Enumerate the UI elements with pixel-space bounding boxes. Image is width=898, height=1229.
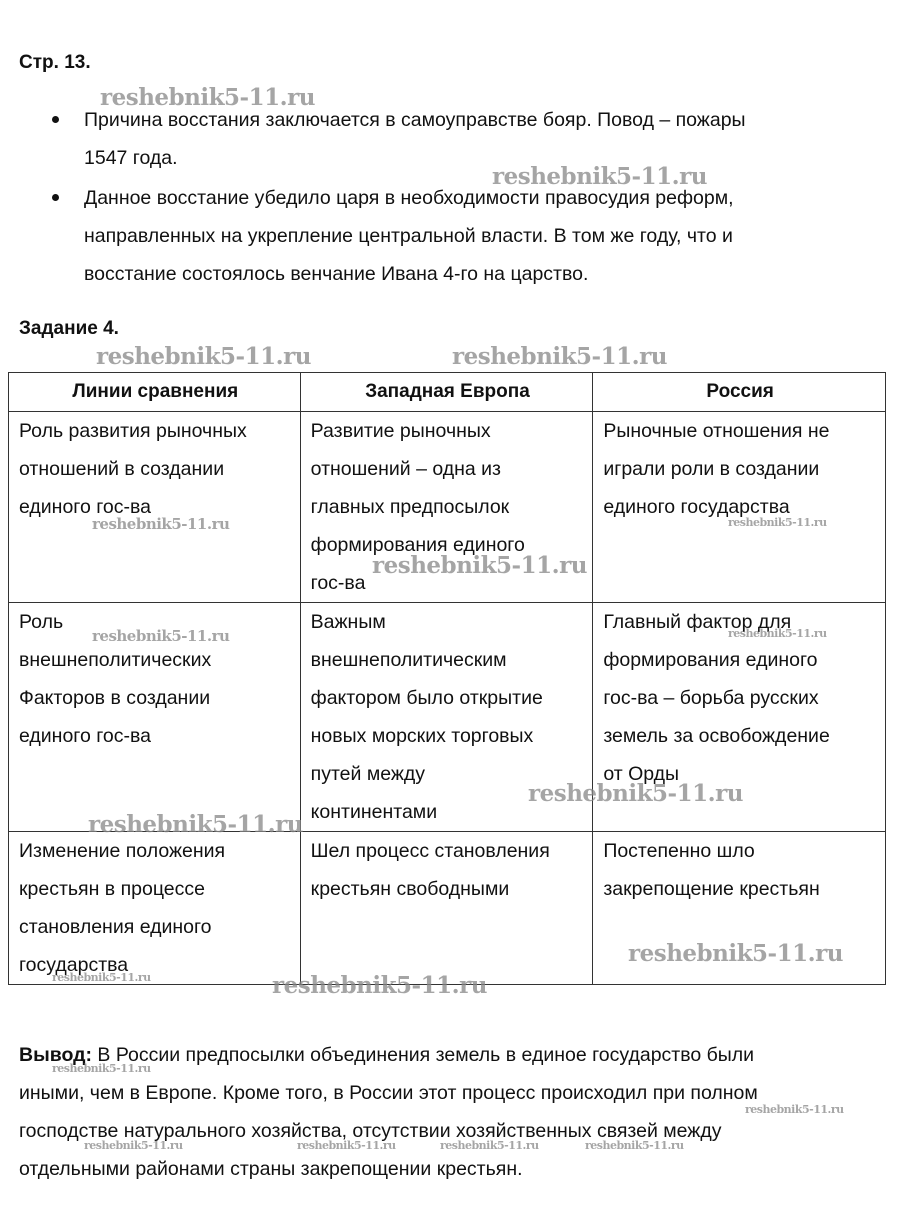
cell-line: Изменение положения (19, 840, 226, 862)
bullet-icon (52, 116, 59, 123)
text-line: Данное восстание убедило царя в необходимости правосудия реформ, (84, 187, 734, 209)
cell-line: крестьян в процессе (19, 878, 205, 900)
watermark: reshebnik5-11.ru (628, 940, 843, 967)
watermark: reshebnik5-11.ru (728, 516, 827, 529)
cell-line: Роль развития рыночных (19, 420, 247, 442)
text-line: господстве натурального хозяйства, отсутствии хозяйственных связей между (19, 1120, 722, 1142)
cell-line: формирования единого (310, 534, 525, 556)
cell-line: континентами (310, 801, 438, 823)
cell-line: Факторов в создании (19, 687, 211, 709)
text-line: направленных на укрепление центральной власти. В том же году, что и (84, 225, 733, 247)
cell-line: Постепенно шло (603, 840, 755, 862)
cell-line: гос-ва (310, 572, 366, 594)
watermark: reshebnik5-11.ru (745, 1103, 844, 1116)
text-line: В России предпосылки объединения земель в единое государство были (92, 1044, 755, 1066)
conclusion-label: Вывод: (19, 1044, 92, 1066)
watermark: reshebnik5-11.ru (372, 552, 587, 579)
watermark: reshebnik5-11.ru (272, 972, 487, 999)
watermark: reshebnik5-11.ru (52, 971, 151, 984)
text-line: Причина восстания заключается в самоуправстве бояр. Повод – пожары (84, 109, 746, 131)
cell-line: от Орды (603, 763, 680, 785)
conclusion (19, 1036, 758, 1188)
cell-line: новых морских торговых (310, 725, 534, 747)
cell-line: закрепощение крестьян (603, 878, 820, 900)
cell-line: становления единого (19, 916, 212, 938)
watermark: reshebnik5-11.ru (92, 627, 230, 645)
cell-line: крестьян свободными (310, 878, 510, 900)
cell-line: формирования единого (603, 649, 818, 671)
text-line: отдельными районами страны закрепощении крестьян. (19, 1158, 523, 1180)
watermark: reshebnik5-11.ru (492, 163, 707, 190)
bullet-item-2 (84, 179, 734, 293)
watermark: reshebnik5-11.ru (96, 343, 311, 370)
cell-line: внешнеполитических (19, 649, 212, 671)
cell-line: гос-ва – борьба русских (603, 687, 819, 709)
bullet-icon (52, 194, 59, 201)
watermark: reshebnik5-11.ru (100, 84, 315, 111)
cell-line: Шел процесс становления (310, 840, 550, 862)
cell-line: земель за освобождение (603, 725, 830, 747)
cell-line: единого гос-ва (19, 496, 152, 518)
text-line: 1547 года. (84, 147, 178, 169)
cell-line: единого государства (603, 496, 790, 518)
column-header: Линии сравнения (9, 373, 301, 412)
table-cell (9, 832, 301, 985)
text-line: иными, чем в Европе. Кроме того, в России этот процесс происходил при полном (19, 1082, 758, 1104)
task-label: Задание 4. (19, 318, 119, 339)
table-cell (9, 412, 301, 603)
table-header-row (9, 373, 886, 412)
column-header: Западная Европа (300, 373, 593, 412)
watermark: reshebnik5-11.ru (88, 811, 303, 838)
watermark: reshebnik5-11.ru (84, 1139, 183, 1152)
cell-line: путей между (310, 763, 426, 785)
watermark: reshebnik5-11.ru (297, 1139, 396, 1152)
column-header: Россия (593, 373, 886, 412)
table-cell (300, 832, 593, 985)
cell-line: Рыночные отношения не (603, 420, 830, 442)
watermark: reshebnik5-11.ru (585, 1139, 684, 1152)
comparison-table (8, 372, 886, 985)
page-label: Стр. 13. (19, 52, 91, 73)
cell-line: Роль (19, 611, 64, 633)
cell-line: играли роли в создании (603, 458, 820, 480)
cell-line: государства (19, 954, 129, 976)
cell-line: отношений в создании (19, 458, 225, 480)
cell-line: внешнеполитическим (310, 649, 507, 671)
table-cell (593, 412, 886, 603)
cell-line: главных предпосылок (310, 496, 510, 518)
text-line: восстание состоялось венчание Ивана 4-го на царство. (84, 263, 589, 285)
cell-line: отношений – одна из (310, 458, 502, 480)
watermark: reshebnik5-11.ru (528, 780, 743, 807)
cell-line: единого гос-ва (19, 725, 152, 747)
watermark: reshebnik5-11.ru (440, 1139, 539, 1152)
watermark: reshebnik5-11.ru (452, 343, 667, 370)
watermark: reshebnik5-11.ru (92, 515, 230, 533)
watermark: reshebnik5-11.ru (728, 627, 827, 640)
cell-line: Развитие рыночных (310, 420, 491, 442)
watermark: reshebnik5-11.ru (52, 1062, 151, 1075)
cell-line: фактором было открытие (310, 687, 543, 709)
cell-line: Главный фактор для (603, 611, 792, 633)
cell-line: Важным (310, 611, 386, 633)
